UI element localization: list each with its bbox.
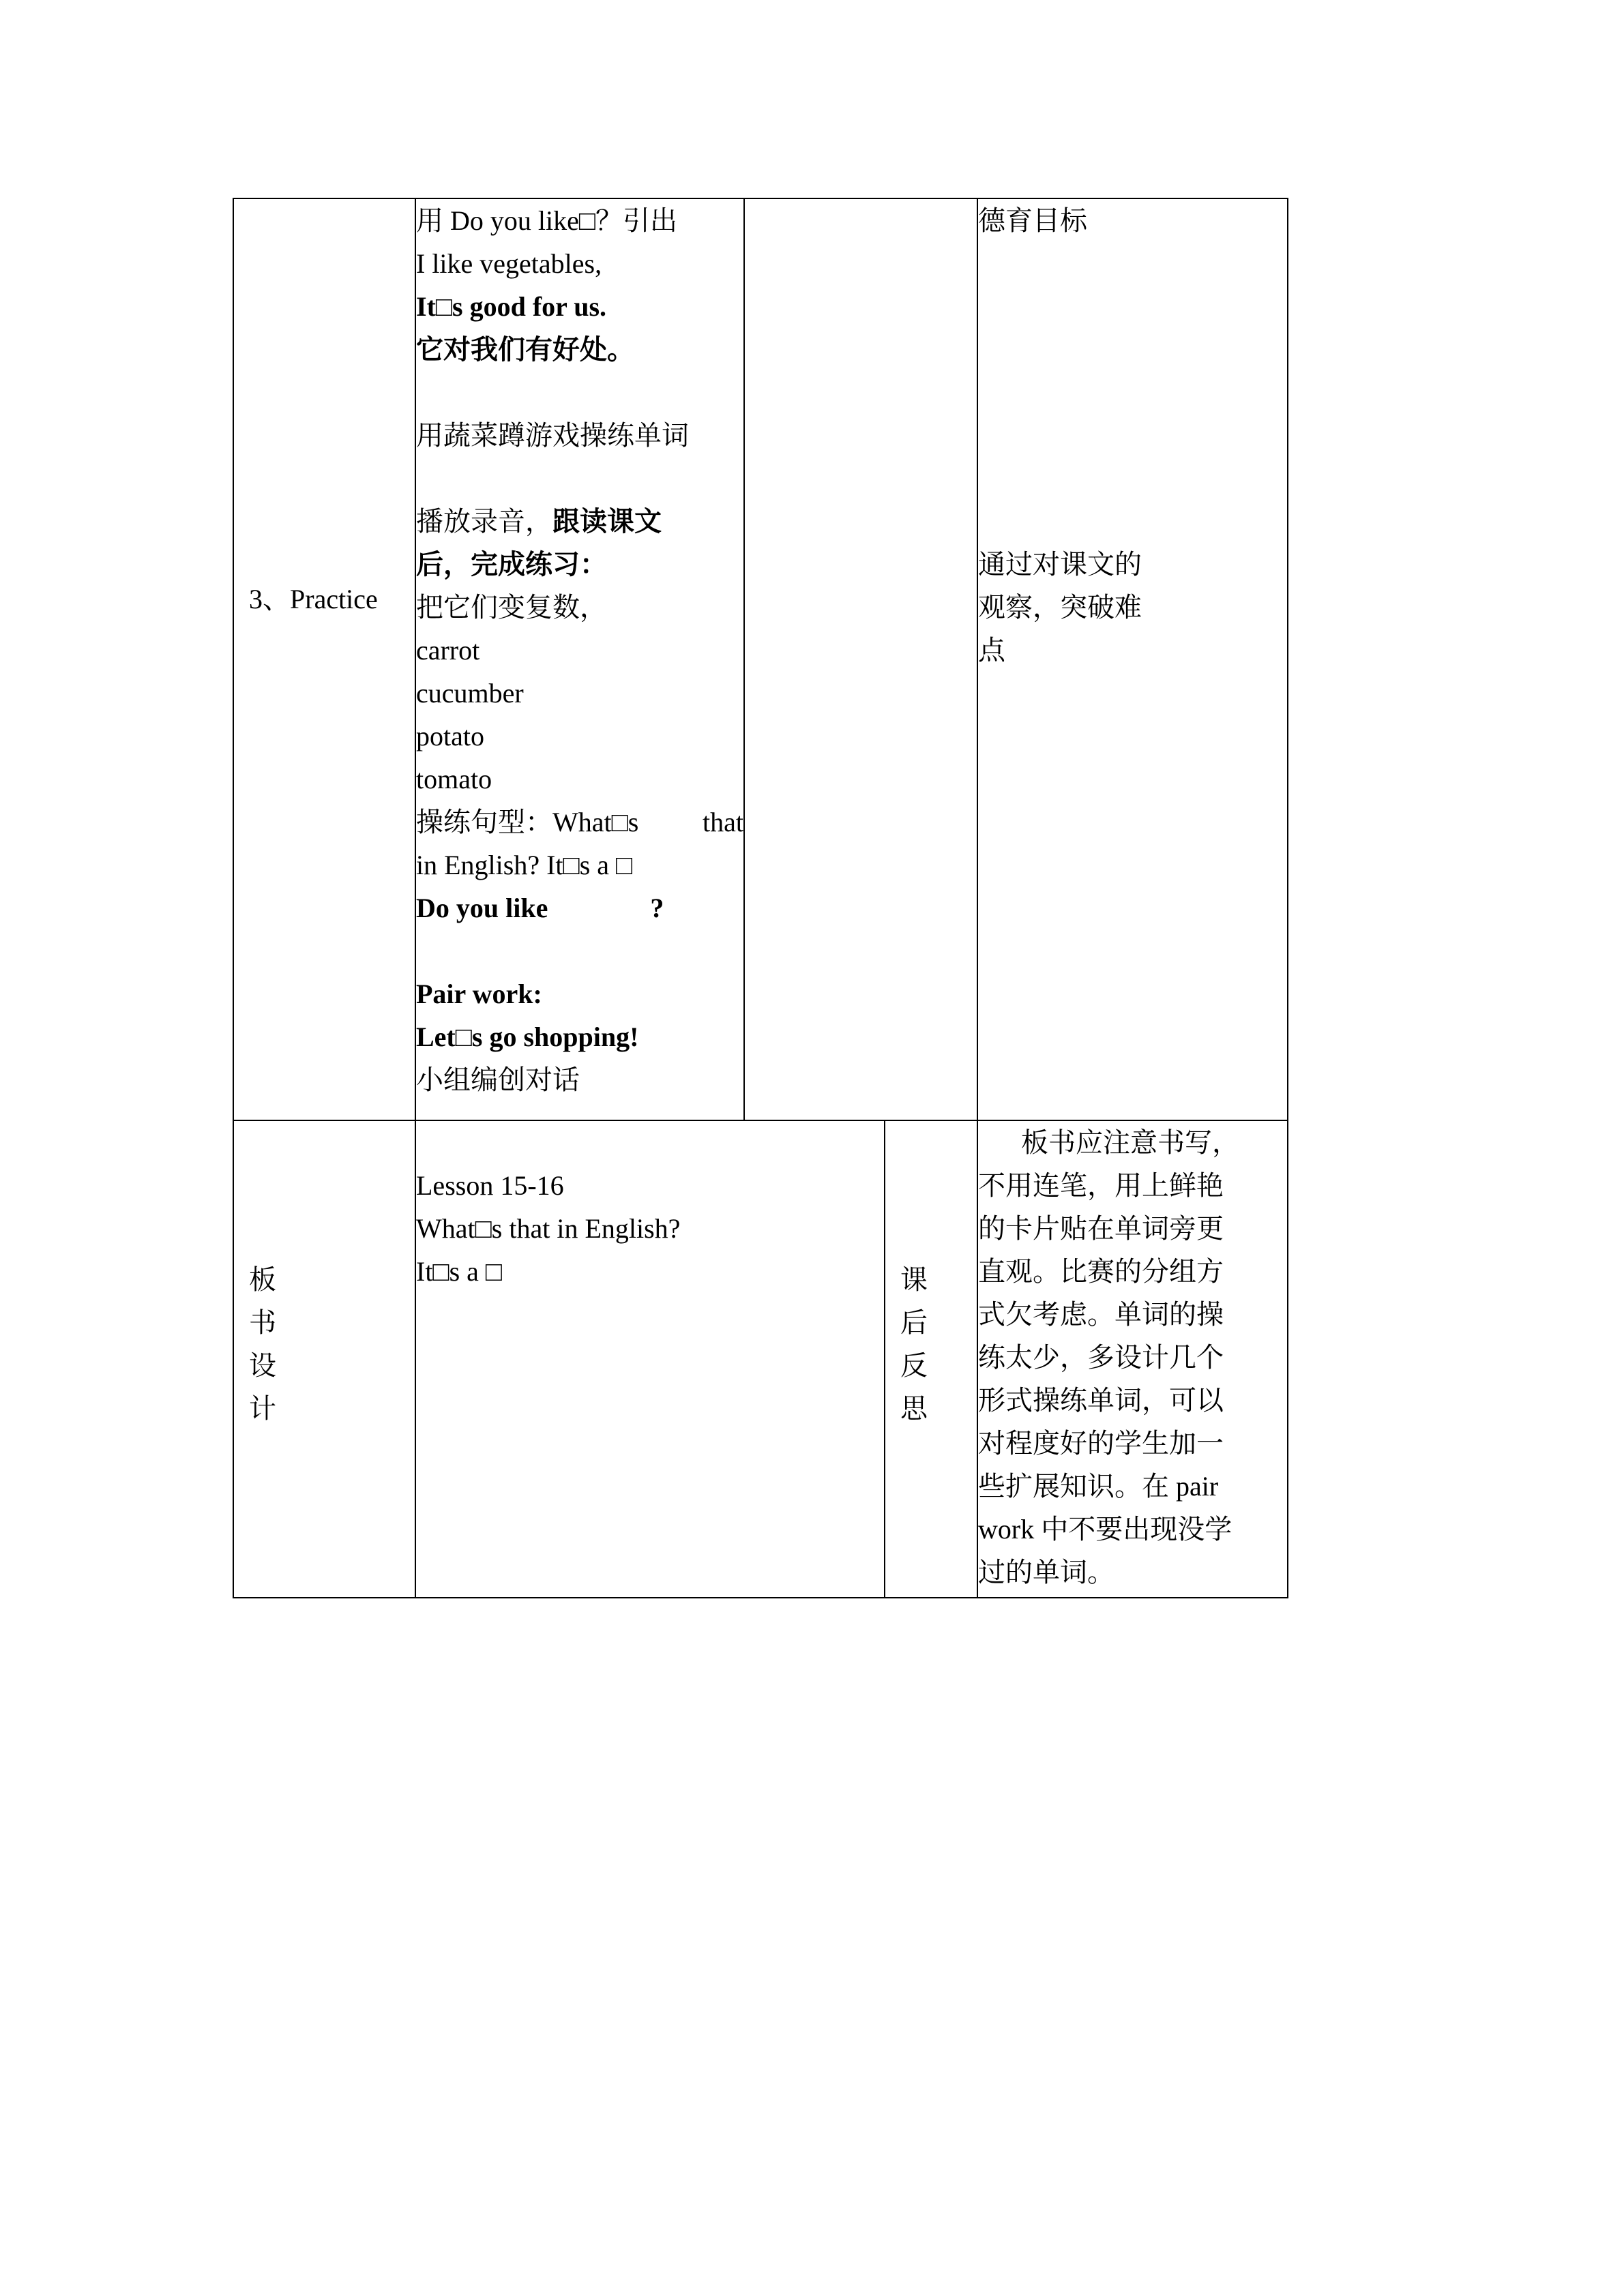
practice-row — [233, 198, 1288, 1120]
reflection-line: 直观。比赛的分组方 — [978, 1256, 1224, 1287]
board-label-char: 设 — [249, 1350, 276, 1381]
content-line-6-bold: 跟读课文 — [552, 506, 662, 537]
content-line-9-right: that — [703, 807, 743, 837]
content-line-9 — [416, 801, 743, 844]
word-item: tomato — [416, 764, 492, 794]
board-line: What□s that in English? — [416, 1213, 681, 1244]
content-line-11-left: Do you like — [416, 893, 548, 923]
reflection-line: 形式操练单词，可以 — [978, 1385, 1224, 1416]
reflection-line: 过的单词。 — [978, 1557, 1114, 1587]
spacer — [416, 1121, 884, 1164]
word-item: potato — [416, 721, 484, 751]
content-line-8: 把它们变复数， — [416, 592, 607, 623]
reflection-label-char: 课 — [900, 1264, 928, 1295]
reflection-cell — [977, 1120, 1288, 1598]
reflection-line: 对程度好的学生加一 — [978, 1428, 1224, 1459]
board-label-char: 板 — [249, 1264, 276, 1295]
spacer — [978, 242, 1287, 543]
board-label — [234, 1258, 415, 1430]
content-line-3: It□s good for us. — [416, 291, 607, 322]
reflection-line: 的卡片贴在单词旁更 — [978, 1213, 1224, 1244]
stage-cell — [233, 198, 415, 1120]
goal-line: 通过对课文的 — [978, 549, 1142, 580]
goal-title: 德育目标 — [978, 205, 1087, 236]
reflection-label-char: 后 — [900, 1307, 928, 1338]
reflection-label-cell — [885, 1120, 977, 1598]
content-line-6-normal: 播放录音， — [416, 506, 552, 537]
spacer — [416, 929, 743, 972]
content-line-11-right: ? — [650, 893, 664, 923]
word-item: carrot — [416, 635, 480, 666]
board-label-char: 书 — [249, 1307, 276, 1338]
spacer — [416, 457, 743, 500]
spacer — [416, 371, 743, 414]
content-line-5: 用蔬菜蹲游戏操练单词 — [416, 420, 689, 451]
content-line-14: 小组编创对话 — [416, 1064, 580, 1095]
content-line-9-left: 操练句型：What□s — [416, 807, 639, 837]
content-line-10: in English? It□s a □ — [416, 850, 633, 880]
goal-line: 点 — [978, 635, 1005, 666]
content-line-2: I like vegetables, — [416, 248, 602, 279]
reflection-label-char: 思 — [900, 1392, 928, 1424]
content-line-4: 它对我们有好处。 — [416, 334, 634, 365]
board-label-char: 计 — [249, 1392, 276, 1424]
practice-content-cell — [415, 198, 744, 1120]
board-label-cell — [233, 1120, 415, 1598]
goal-line: 观察，突破难 — [978, 592, 1142, 623]
reflection-line: 板书应注意书写， — [1021, 1127, 1239, 1158]
reflection-line: 不用连笔，用上鲜艳 — [978, 1170, 1224, 1201]
content-line-11 — [416, 886, 743, 929]
reflection-line: 些扩展知识。在 pair — [978, 1471, 1219, 1502]
content-line-7: 后，完成练习： — [416, 549, 607, 580]
reflection-label — [885, 1258, 977, 1430]
board-design-row — [233, 1120, 1288, 1598]
lesson-plan-table — [233, 198, 1288, 1598]
empty-cell — [744, 198, 977, 1120]
reflection-line: 练太少，多设计几个 — [978, 1342, 1224, 1373]
content-line-12: Pair work: — [416, 979, 542, 1009]
word-item: cucumber — [416, 678, 524, 709]
reflection-label-char: 反 — [900, 1350, 928, 1381]
content-line-13: Let□s go shopping! — [416, 1022, 639, 1052]
content-line-1: 用 Do you like□？引出 — [416, 205, 678, 236]
board-line: It□s a □ — [416, 1256, 503, 1287]
reflection-line: work 中不要出现没学 — [978, 1514, 1232, 1545]
board-content-cell — [415, 1120, 885, 1598]
goal-cell — [977, 198, 1288, 1120]
board-line: Lesson 15-16 — [416, 1170, 564, 1201]
stage-label: 3、Practice — [249, 584, 378, 614]
content-line-6 — [416, 500, 743, 543]
reflection-line: 式欠考虑。单词的操 — [978, 1299, 1224, 1330]
